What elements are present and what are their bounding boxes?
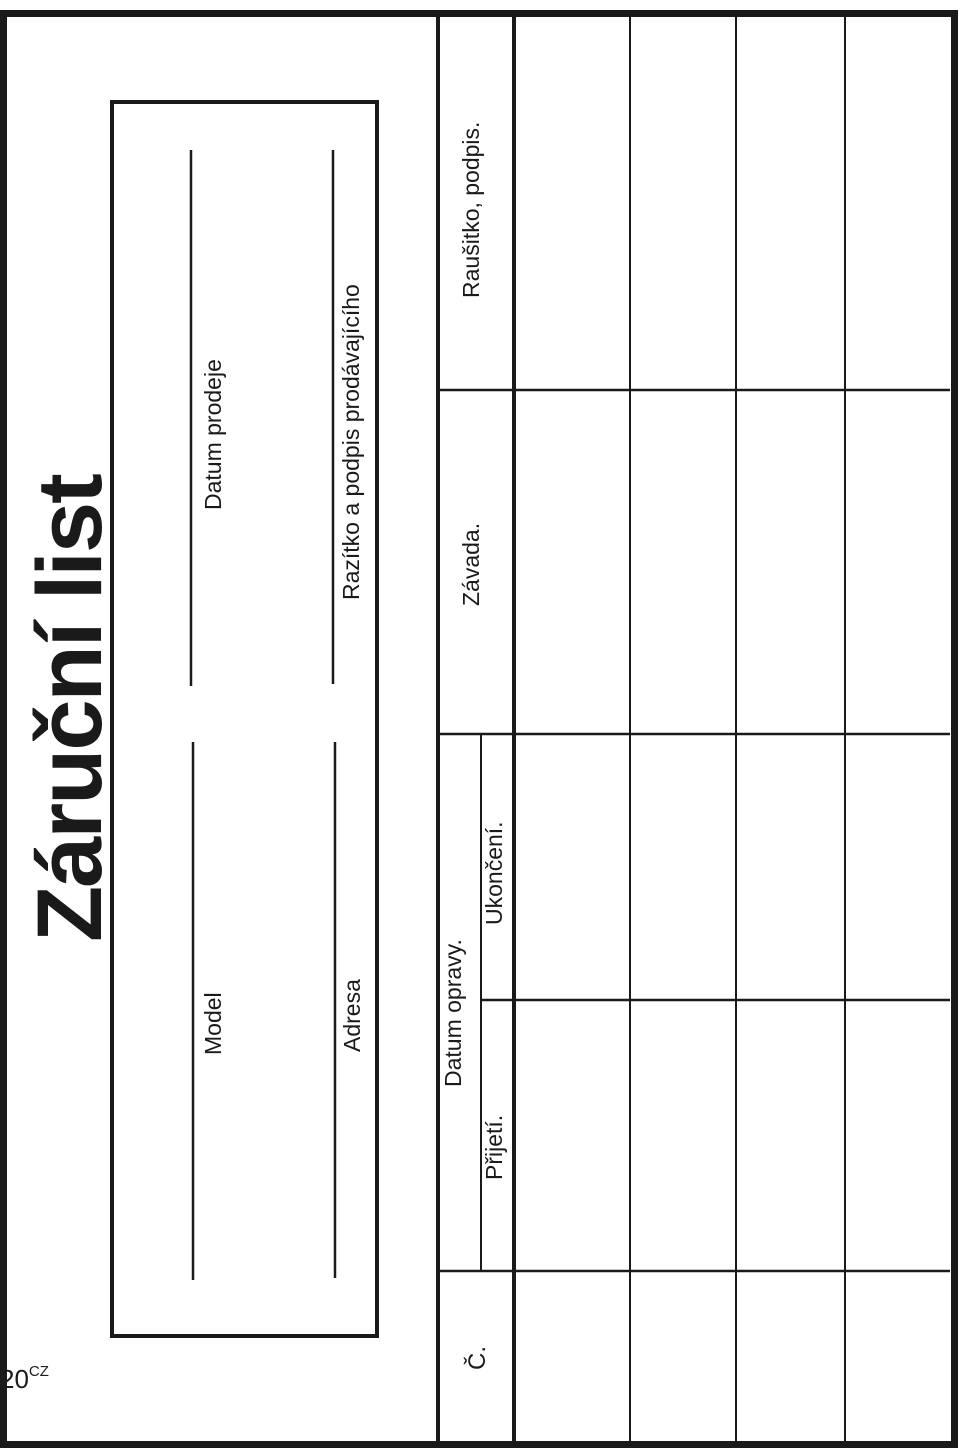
model-label: Model	[200, 992, 226, 1055]
number-header: Č.	[464, 1346, 491, 1370]
address-label: Adresa	[339, 979, 365, 1052]
repair-stamp-header: Raušitko, podpis.	[458, 121, 484, 298]
seller-stamp-label: Razítko a podpis prodávajícího	[338, 284, 364, 600]
page-number-value: 20	[0, 1364, 29, 1394]
page-title: Záruční list	[19, 475, 121, 942]
defect-header: Závada.	[458, 522, 484, 606]
date-of-sale-label: Datum prodeje	[200, 359, 226, 510]
page-language-code: CZ	[28, 1363, 49, 1380]
finished-header: Ukončení.	[481, 821, 507, 925]
page-number	[0, 1364, 49, 1392]
received-header: Přijetí.	[481, 1114, 507, 1180]
repair-date-header: Datum opravy.	[440, 939, 466, 1087]
